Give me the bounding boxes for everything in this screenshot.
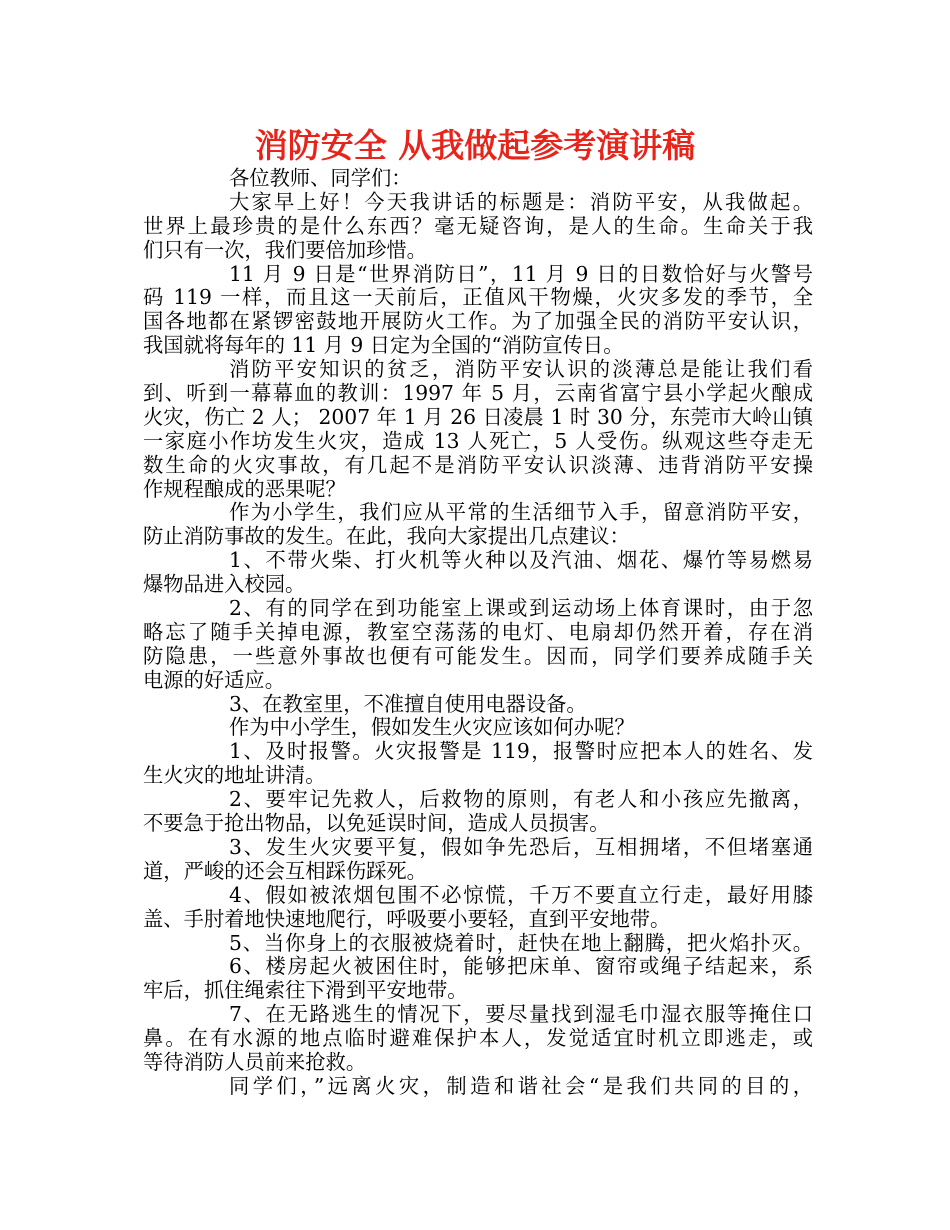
body-line: 3、在教室里，不准擅自使用电器设备。: [229, 692, 587, 716]
body-line: 我国就将每年的 11 月 9 日定为全国的“消防宣传日。: [143, 334, 624, 358]
body-line: 5、当你身上的衣服被烧着时，赶快在地上翻腾，把火焰扑灭。: [229, 931, 813, 955]
body-line: 消防平安知识的贫乏，消防平安认识的淡薄总是能让我们看: [229, 358, 813, 382]
body-line: 爆物品进入校园。: [143, 573, 306, 597]
body-line: 大家早上好！今天我讲话的标题是：消防平安，从我做起。: [229, 190, 813, 214]
body-line: 数生命的火灾事故，有几起不是消防平安认识淡薄、违背消防平安操: [143, 453, 813, 477]
body-line: 等待消防人员前来抢救。: [143, 1050, 367, 1074]
body-line: 7、在无路逃生的情况下，要尽量找到湿毛巾湿衣服等掩住口: [229, 1003, 813, 1027]
body-line: 鼻。在有水源的地点临时避难保护本人，发觉适宜时机立即逃走，或: [143, 1027, 813, 1051]
body-line: 2、有的同学在到功能室上课或到运动场上体育课时，由于忽: [229, 597, 813, 621]
body-line: 牢后，抓住绳索往下滑到平安地带。: [143, 979, 468, 1003]
body-line: 盖、手肘着地快速地爬行，呼吸要小要轻，直到平安地带。: [143, 907, 671, 931]
body-line: 一家庭小作坊发生火灾，造成 13 人死亡，5 人受伤。纵观这些夺走无: [143, 429, 813, 453]
body-line: 们只有一次，我们要倍加珍惜。: [143, 238, 427, 262]
body-line: 作为中小学生，假如发生火灾应该如何办呢？: [229, 716, 635, 740]
body-line: 防隐患，一些意外事故也便有可能发生。因而，同学们要养成随手关: [143, 644, 813, 668]
body-line: 道，严峻的还会互相踩伤踩死。: [143, 859, 427, 883]
body-line: 4、假如被浓烟包围不必惊慌，千万不要直立行走，最好用膝: [229, 883, 813, 907]
body-line: 生火灾的地址讲清。: [143, 764, 326, 788]
body-line: 6、楼房起火被困住时，能够把床单、窗帘或绳子结起来，系: [229, 955, 813, 979]
body-line: 作为小学生，我们应从平常的生活细节入手，留意消防平安，: [229, 501, 813, 525]
body-line: 火灾，伤亡 2 人； 2007 年 1 月 26 日凌晨 1 时 30 分，东莞市大岭山镇: [143, 405, 813, 429]
body-line: 不要急于抢出物品，以免延误时间，造成人员损害。: [143, 812, 610, 836]
body-line: 3、发生火灾要平复，假如争先恐后，互相拥堵，不但堵塞通: [229, 835, 813, 859]
body-line: 11 月 9 日是“世界消防日”，11 月 9 日的日数恰好与火警号: [229, 262, 813, 286]
body-line: 同学们，”远离火灾，制造和谐社会“是我们共同的目的，: [229, 1074, 813, 1098]
body-line: 1、及时报警。火灾报警是 119，报警时应把本人的姓名、发: [229, 740, 813, 764]
body-line: 1、不带火柴、打火机等火种以及汽油、烟花、爆竹等易燃易: [229, 549, 813, 573]
body-line: 国各地都在紧锣密鼓地开展防火工作。为了加强全民的消防平安认识，: [143, 310, 813, 334]
body-line: 2、要牢记先救人，后救物的原则，有老人和小孩应先撤离，: [229, 788, 813, 812]
speech-body: [143, 167, 813, 1099]
body-line: 码 119 一样，而且这一天前后，正值风干物燥，火灾多发的季节，全: [143, 286, 813, 310]
body-line: 到、听到一幕幕血的教训：1997 年 5 月，云南省富宁县小学起火酿成: [143, 382, 813, 406]
page-title: 消防安全 从我做起参考演讲稿: [254, 126, 696, 165]
body-line: 防止消防事故的发生。在此，我向大家提出几点建议：: [143, 525, 630, 549]
body-line: 略忘了随手关掉电源，教室空荡荡的电灯、电扇却仍然开着，存在消: [143, 620, 813, 644]
body-line: 作规程酿成的恶果呢？: [143, 477, 346, 501]
body-line: 世界上最珍贵的是什么东西？毫无疑咨询，是人的生命。生命关于我: [143, 214, 813, 238]
body-line: 各位教师、同学们：: [229, 167, 412, 190]
body-line: 电源的好适应。: [143, 668, 285, 692]
